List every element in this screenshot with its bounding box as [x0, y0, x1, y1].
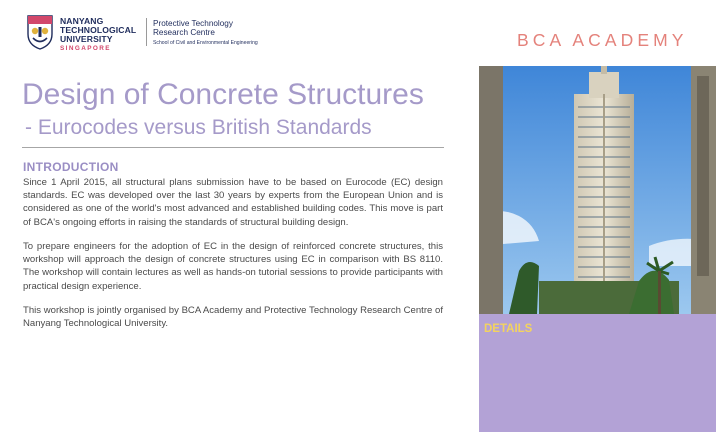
details-heading: DETAILS: [484, 323, 533, 335]
run-suffix: Run:: [23, 341, 48, 353]
title-divider: [22, 147, 444, 148]
header-divider: [146, 18, 147, 46]
refreshments-note: Refreshments will be provided.: [5, 405, 134, 416]
university-line: TECHNOLOGICAL: [60, 25, 137, 35]
bca-academy-logo: BCA ACADEMY: [517, 30, 688, 50]
ntu-crest-icon: [26, 14, 54, 50]
header: [0, 0, 720, 62]
details-panel: [479, 314, 716, 432]
duration-label: Duration:: [5, 352, 47, 363]
building-photo: [479, 66, 716, 314]
venue-label: Venue:: [5, 378, 37, 389]
university-name: [60, 17, 146, 52]
details-venue-row: [5, 378, 146, 390]
fee-label-text: Fee: [5, 392, 23, 403]
fee-value: S$690.00: [71, 392, 116, 403]
time-value: 9.00am to 5.30pm: [81, 365, 164, 376]
run-value: 30 Sep & 1 Oct 2019: [81, 341, 176, 353]
fee-note: (incl of GST):: [25, 393, 69, 402]
intro-paragraph: Since 1 April 2015, all structural plans submission have to be based on Eurocode (EC) design standards. EC was developed over the last 30 years by experts from the European Union and is considered as one of the world's most advanced and established building codes. This move is part of BCA's ongoing efforts in raising the standards of structural building design.: [23, 177, 443, 228]
university-line: NANYANG: [60, 16, 104, 26]
fee-label: [5, 392, 69, 403]
university-line: UNIVERSITY: [60, 34, 113, 44]
page-subtitle: - Eurocodes versus British Standards: [25, 116, 372, 139]
research-centre-name: [153, 19, 323, 46]
introduction-heading: INTRODUCTION: [23, 160, 119, 174]
details-fee-row: [5, 392, 115, 404]
duration-value: 2 days: [81, 352, 112, 363]
centre-line-1: Protective Technology: [153, 19, 233, 28]
details-time-row: [5, 365, 163, 377]
cut-off-text: [484, 425, 714, 432]
centre-school: School of Civil and Environmental Engineering: [153, 39, 258, 46]
page-title: Design of Concrete Structures: [22, 78, 424, 111]
cut-off-text: [23, 427, 323, 432]
university-country: SINGAPORE: [60, 45, 111, 52]
intro-paragraph: To prepare engineers for the adoption of EC in the design of reinforced concrete structures, this workshop will approach the design of concrete structures using EC in comparison with BS 8110. The workshop will contain lectures as well as hands-on tutorial sessions to provide participants with practical design experience.: [23, 241, 443, 292]
details-duration-row: [5, 352, 111, 364]
venue-value: BCA Academy: [81, 378, 147, 389]
time-label: Time:: [5, 365, 31, 376]
intro-paragraph: This workshop is jointly organised by BCA Academy and Protective Technology Research Centre of Nanyang Technological University.: [23, 305, 443, 330]
run-number: 22: [5, 341, 17, 353]
run-ordinal: nd: [16, 341, 24, 347]
centre-line-2: Research Centre: [153, 28, 215, 38]
